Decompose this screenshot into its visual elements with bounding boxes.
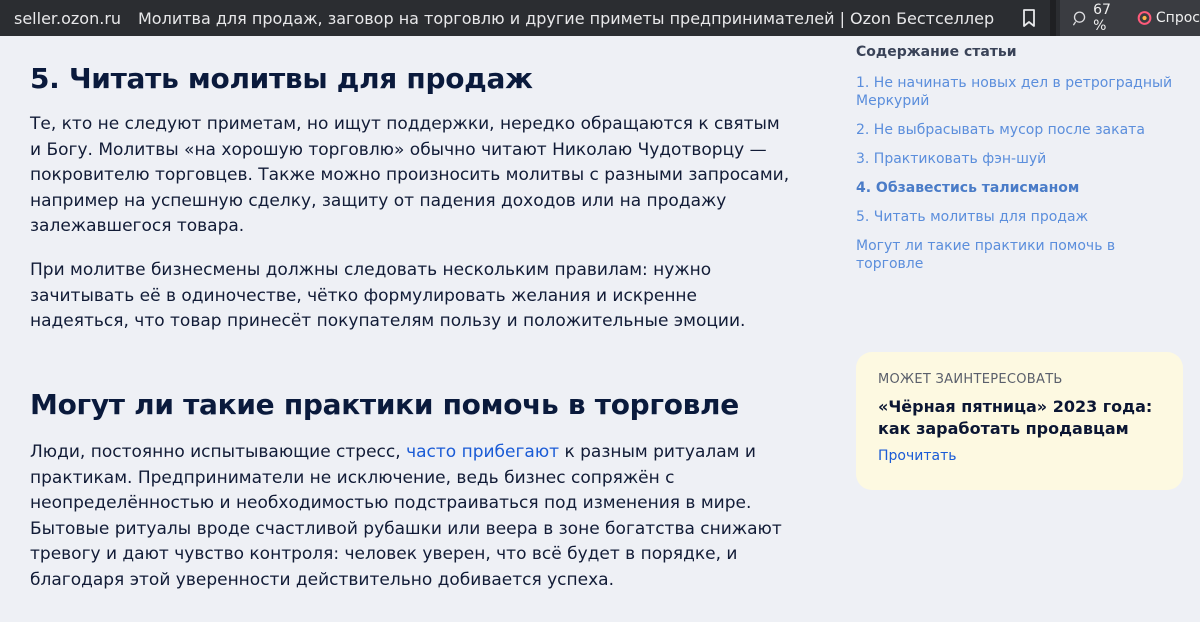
table-of-contents bbox=[856, 44, 1186, 284]
toc-item[interactable]: 5. Читать молитвы для продаж bbox=[856, 209, 1089, 225]
toc-item[interactable]: Могут ли такие практики помочь в торговле bbox=[856, 238, 1116, 272]
section-heading-prayers: 5. Читать молитвы для продаж bbox=[30, 62, 533, 95]
zoom-area bbox=[1060, 0, 1200, 36]
read-link[interactable]: Прочитать bbox=[878, 448, 957, 464]
paragraph-text: Люди, постоянно испытывающие стресс, bbox=[30, 442, 407, 462]
card-headline[interactable]: «Чёрная пятница» 2023 года: как заработать продавцам bbox=[878, 397, 1153, 438]
toc-item-active[interactable]: 4. Обзавестись талисманом bbox=[856, 180, 1080, 196]
browser-topbar bbox=[0, 0, 1200, 36]
zoom-level[interactable]: 67 % bbox=[1093, 2, 1111, 34]
related-article-card[interactable] bbox=[856, 352, 1183, 490]
section-heading-practices: Могут ли такие практики помочь в торговле bbox=[30, 388, 739, 421]
article-paragraph: Те, кто не следуют приметам, но ищут поддержки, нередко обращаются к святым и Богу. Молитвы «на хорошую торговлю» обычно читают Николаю Чудотворцу — покровителю торговцев. Также можно произносить молитвы с разными запросами, например на успешную сделку, защиту от падения доходов или на продажу залежавшегося товара. bbox=[30, 114, 790, 236]
ask-button[interactable]: Спрос bbox=[1155, 10, 1200, 26]
inline-link[interactable]: часто прибегают bbox=[406, 442, 560, 462]
toc-item[interactable]: 2. Не выбрасывать мусор после заката bbox=[856, 122, 1145, 138]
address-domain[interactable]: seller.ozon.ru bbox=[14, 8, 122, 28]
article-paragraph bbox=[30, 440, 790, 593]
card-eyebrow: МОЖЕТ ЗАИНТЕРЕСОВАТЬ bbox=[878, 372, 1063, 387]
toc-list bbox=[856, 74, 1186, 273]
toc-title: Содержание статьи bbox=[856, 44, 1017, 60]
zoom-icon[interactable] bbox=[1072, 9, 1087, 27]
paragraph-text: к разным ритуалам и практикам. Предприниматели не исключение, ведь бизнес сопряжён с неопределённостью и необходимостью подстраиваться под изменения в мире. Бытовые ритуалы вроде счастливой рубашки или веера в зоне богатства снижают тревогу и дают чувство контроля: человек уверен, что всё будет в порядке, и благодаря этой уверенности действительно добивается успеха. bbox=[30, 442, 782, 590]
tab-title: Молитва для продаж, заговор на торговлю и другие приметы предпринимателей | Ozon Бестселлер bbox=[138, 8, 995, 28]
toc-item[interactable]: 3. Практиковать фэн-шуй bbox=[856, 151, 1047, 167]
bookmark-icon[interactable] bbox=[1018, 7, 1040, 29]
toolbar-separator bbox=[1050, 0, 1056, 36]
ask-icon[interactable] bbox=[1137, 9, 1152, 27]
article-paragraph: При молитве бизнесмены должны следовать нескольким правилам: нужно зачитывать её в одиночестве, чётко формулировать желания и искренне надеяться, что товар принесёт покупателям пользу и положительные эмоции. bbox=[30, 260, 746, 331]
toc-item[interactable]: 1. Не начинать новых дел в ретроградный Меркурий bbox=[856, 75, 1173, 109]
